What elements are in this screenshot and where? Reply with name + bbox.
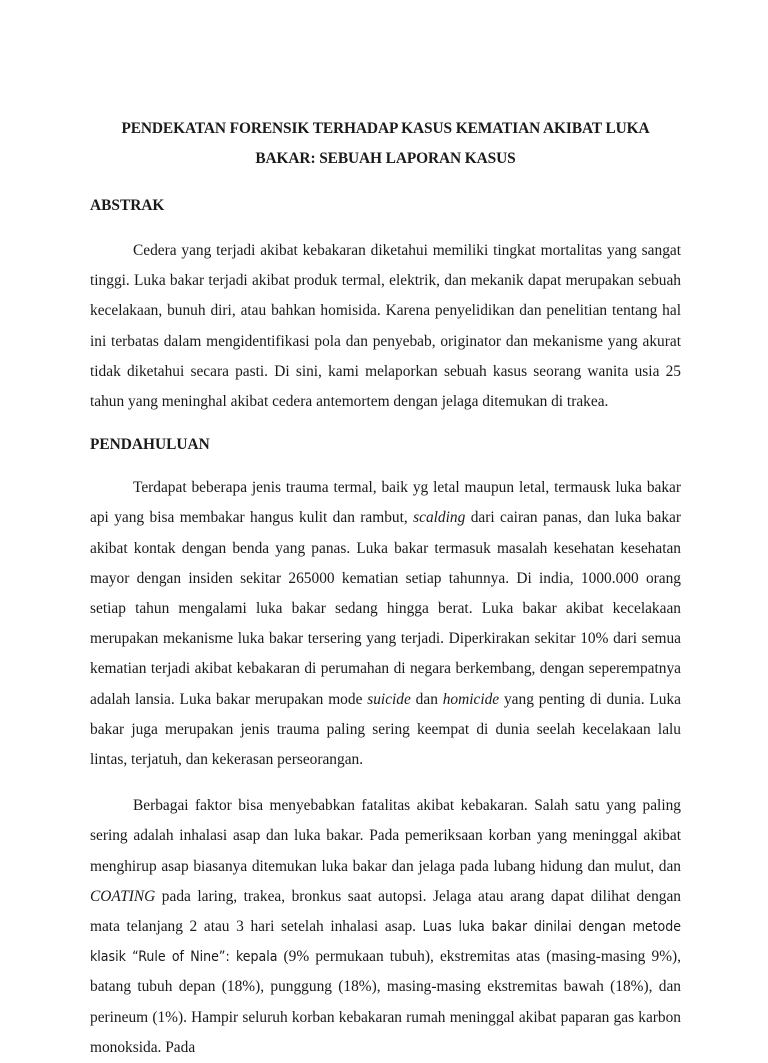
- pendahuluan-paragraph-1: [90, 473, 681, 775]
- italic-term-homicide: homicide: [442, 690, 500, 708]
- pendahuluan-paragraph-2: [90, 791, 681, 1063]
- document-title: [90, 114, 681, 174]
- text-run: Terdapat beberapa jenis trauma termal, baik yg letal maupun letal, termausk luka bakar api yang bisa membakar hangus kulit dan rambut,: [90, 479, 681, 527]
- sans-serif-text-run: Luas luka bakar dinilai dengan metode klasik “Rule of Nine”: kepala: [90, 919, 681, 966]
- title-line-2: BAKAR: SEBUAH LAPORAN KASUS: [255, 150, 516, 167]
- abstrak-heading: ABSTRAK: [90, 197, 165, 214]
- text-run: dari cairan panas, dan luka bakar akibat kontak dengan benda yang panas. Luka bakar termasuk masalah kesehatan kesehatan mayor dengan insiden sekitar 265000 kematian setiap tahunnya. Di india, 1000.000 orang setiap tahun mengalami luka bakar sedang hingga berat. Luka bakar akibat kecelakaan merupakan mekanisme luka bakar tersering yang terjadi. Diperkirakan sekitar 10% dari semua kematian terjadi akibat kebakaran di perumahan di negara berkembang, dengan seperempatnya adalah lansia. Luka bakar merupakan mode: [90, 509, 681, 708]
- text-run: yang penting di dunia. Luka bakar juga merupakan jenis trauma paling sering keempat di dunia seelah kecelakaan lalu lintas, terjatuh, dan kekerasan perseorangan.: [90, 690, 681, 769]
- pendahuluan-heading: PENDAHULUAN: [90, 436, 210, 454]
- text-run: pada laring, trakea, bronkus saat autopsi. Jelaga atau arang dapat dilihat dengan mata telanjang 2 atau 3 hari setelah inhalasi asap.: [90, 887, 681, 936]
- text-run: (9% permukaan tubuh), ekstremitas atas (masing-masing 9%), batang tubuh depan (18%), punggung (18%), masing-masing ekstremitas bawah (18%), dan perineum (1%). Hampir seluruh korban kebakaran rumah meninggal akibat paparan gas karbon monoksida. Pada: [90, 948, 681, 1056]
- title-line-1: PENDEKATAN FORENSIK TERHADAP KASUS KEMATIAN AKIBAT LUKA: [121, 120, 650, 137]
- text-run: Berbagai faktor bisa menyebabkan fatalitas akibat kebakaran. Salah satu yang paling sering adalah inhalasi asap dan luka bakar. Pada pemeriksaan korban yang meninggal akibat menghirup asap biasanya ditemukan luka bakar dan jelaga pada lubang hidung dan mulut, dan: [90, 797, 681, 875]
- document-body: [90, 114, 681, 1063]
- italic-term-scalding: scalding: [413, 509, 466, 527]
- abstrak-paragraph: Cedera yang terjadi akibat kebakaran diketahui memiliki tingkat mortalitas yang sangat tinggi. Luka bakar terjadi akibat produk termal, elektrik, dan mekanik dapat merupakan sebuah kecelakaan, bunuh diri, atau bahkan homisida. Karena penyelidikan dan penelitian tentang hal ini terbatas dalam mengidentifikasi pola dan penyebab, originator dan mekanisme yang akurat tidak diketahui secara pasti. Di sini, kami melaporkan sebuah kasus seorang wanita usia 25 tahun yang meninghal akibat cedera antemortem dengan jelaga ditemukan di trakea.: [90, 242, 681, 411]
- text-run: dan: [410, 690, 443, 708]
- italic-term-coating: COATING: [90, 887, 156, 905]
- italic-term-suicide: suicide: [367, 690, 411, 708]
